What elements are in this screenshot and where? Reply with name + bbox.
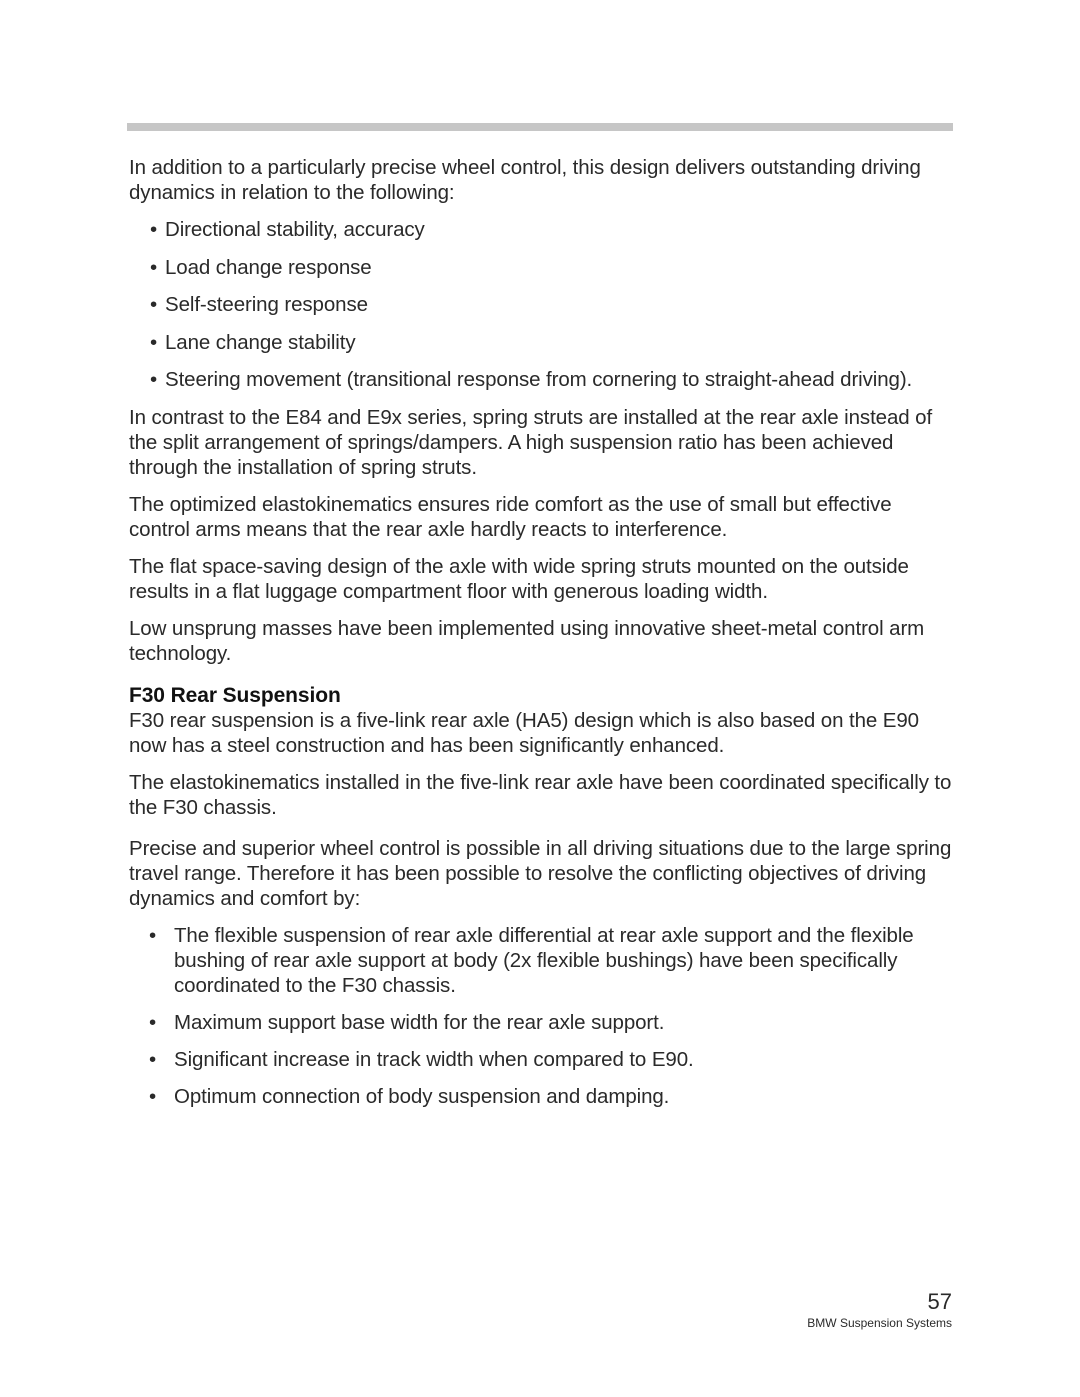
list-item: • Optimum connection of body suspension and damping.	[149, 1084, 953, 1109]
list-item: • Lane change stability	[150, 330, 953, 355]
body-paragraph: Low unsprung masses have been implemented using innovative sheet-metal control arm technology.	[129, 616, 925, 665]
list-item: • Significant increase in track width when compared to E90.	[149, 1047, 953, 1072]
top-divider-rule	[127, 123, 953, 131]
list-item: • Directional stability, accuracy	[150, 217, 953, 242]
list-item: • Self-steering response	[150, 292, 953, 317]
list-item: • Maximum support base width for the rear axle support.	[149, 1010, 953, 1035]
objectives-list	[129, 923, 953, 1109]
section-heading: F30 Rear Suspension	[129, 683, 341, 707]
section-paragraph: F30 rear suspension is a five-link rear axle (HA5) design which is also based on the E90 now has a steel construction and has been significantly enhanced.	[129, 708, 919, 757]
list-item: • The flexible suspension of rear axle differential at rear axle support and the flexible bushing of rear axle support at body (2x flexible bushings) have been specifically coordinated to the F30 chassis.	[149, 923, 953, 998]
body-paragraph: The optimized elastokinematics ensures ride comfort as the use of small but effective control arms means that the rear axle hardly reacts to interference.	[129, 492, 892, 541]
list-item: • Steering movement (transitional response from cornering to straight-ahead driving).	[150, 367, 953, 392]
driving-dynamics-list	[129, 217, 953, 392]
intro-paragraph: In addition to a particularly precise wheel control, this design delivers outstanding driving dynamics in relation to the following:	[129, 156, 921, 204]
body-paragraph: The flat space-saving design of the axle with wide spring struts mounted on the outside results in a flat luggage compartment floor with generous loading width.	[129, 554, 909, 603]
page-number: 57	[927, 1289, 952, 1314]
body-paragraph: In contrast to the E84 and E9x series, spring struts are installed at the rear axle instead of the split arrangement of springs/dampers. A high suspension ratio has been achieved through the installation of spring struts.	[129, 405, 933, 479]
list-item: • Load change response	[150, 255, 953, 280]
section-paragraph: Precise and superior wheel control is possible in all driving situations due to the large spring travel range. Therefore it has been possible to resolve the conflicting objectives of driving dynamics and comfort by:	[129, 836, 952, 910]
footer-document-title: BMW Suspension Systems	[807, 1316, 952, 1330]
section-paragraph: The elastokinematics installed in the five-link rear axle have been coordinated specifically to the F30 chassis.	[129, 770, 952, 819]
page-body	[129, 155, 953, 1121]
